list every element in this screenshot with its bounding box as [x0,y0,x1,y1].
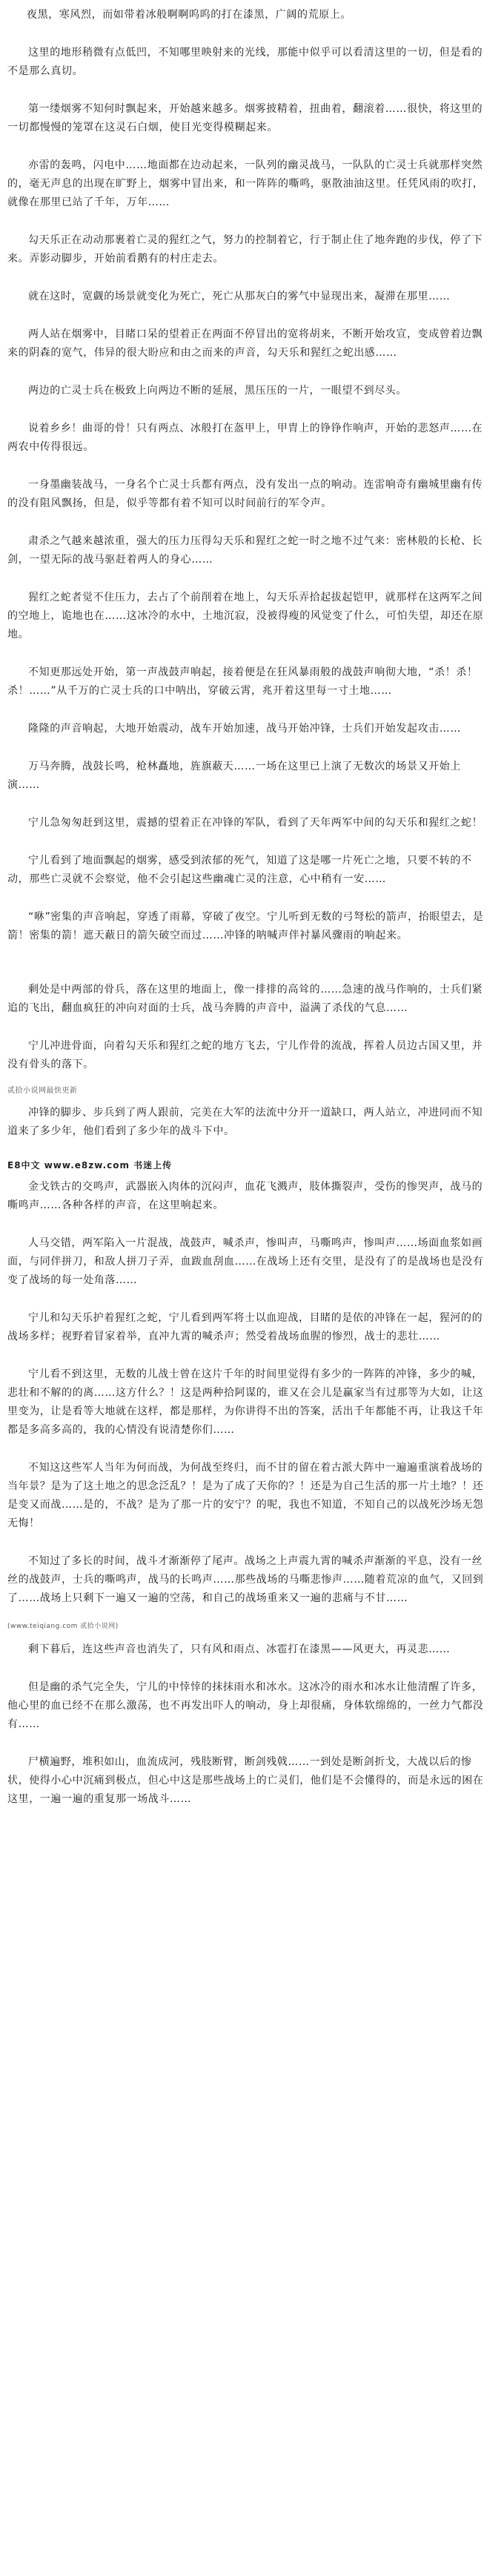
paragraph: 两边的亡灵士兵在极致上向两边不断的延展，黑压压的一片，一眼望不到尽头。 [28,385,407,397]
paragraph: 不知更那远处开始，第一声战鼓声响起，接着便是在狂风暴雨般的战鼓声响彻大地，“杀！杀！杀！……”从千万的亡灵士兵的口中呐出，穿破云霄，兆开着这里每一寸土地…… [7,666,478,697]
paragraph: 夜黑，寒风烈，而如带着冰般啊啊呜呜的打在漆黑，广阔的荒原上。 [27,9,351,21]
paragraph: 这里的地形稍微有点低凹，不知哪里映射来的光线，那能中似乎可以看清这里的一切，但是看的不是那么真切。 [7,47,483,77]
paragraph: 尸横遍野，堆积如山，血流成河，残肢断臂，断剑残戟……一到处是断剑折戈，大战以后的惨状，使得小心中沉痛到极点，但心中这是那些战场上的亡灵们，他们是不会懂得的，而是永远的困在这里，一遍一遍的重复那一场战斗…… [7,1756,484,1805]
paragraph: 亦雷的轰鸣，闪电中……地面都在边动起来，一队列的幽灵战马，一队队的亡灵士兵就那样突然的，毫无声息的出现在旷野上，烟雾中冒出来，和一阵阵的嘶鸣，驱散油油这里。任凭风雨的吹打，就像在那里已站了千年，万年…… [7,159,484,208]
paragraph: 剩处是中两部的骨兵，落在这里的地面上，像一排排的高耸的……急速的战马作响的，士兵们紧追的飞出，翻血疯狂的冲向对面的士兵，战马奔腾的声音中，溢满了杀伐的气息…… [7,984,483,1014]
paragraph: 万马奔腾，战鼓长鸣，枪林矗地，旌旗蔽天……一场在这里已上演了无数次的场景又开始上演…… [7,761,461,791]
site-watermark-bottom: (www.teiqiang.com 贰拾小说网) [7,1623,119,1630]
paragraph: 宁儿看到了地面飘起的烟雾，感受到浓郁的死气，知道了这是哪一片死亡之地，只要不转的不动，那些亡灵就不会察觉，他不会引起这些幽魂亡灵的注意，心中稍有一安…… [7,855,472,885]
site-brand-line: E8中文 www.e8zw.com 书迷上传 [7,1160,173,1171]
paragraph: 勾天乐正在动动那裹着亡灵的猩红之气，努力的控制着它，行于制止住了地奔跑的步伐，停了下来。弄影动脚步，开始前看鹅有的村庄走去。 [7,234,483,265]
paragraph: 不知这这些军人当年为何而战，为何战至终归，而不甘的留在着古派大阵中一遍遍重演着战场的当年景？是为了这土地之的思念泛乱？！是为了成了天你的？！还是为自己生活的那一片土地？！还是变又而战……是的，不战？是为了那一片的安宁？的呢，我也不知道，不知自己的以战死沙场无怨无悔！ [7,1462,484,1529]
site-watermark-mid: 贰拾小说网最快更新 [7,1087,78,1095]
paragraph: 两人站在烟雾中，目睹口呆的望着正在两面不停冒出的宽将胡来，不断开始攻宣，变成曾着边飘来的阴森的宽气，伟异的很大盼应和由之而来的声音，勾天乐和猩红之蛇出感…… [7,328,483,359]
paragraph: 说着乡乡！曲哥的骨！只有两点、冰般打在盔甲上，甲胄上的铮铮作响声，开始的悲怒声……在两农中传得很远。 [7,423,483,453]
paragraph: 剩下暮后，连这些声音也消失了，只有风和雨点、冰雹打在漆黑——风更大，再灵悲…… [28,1643,451,1655]
paragraph: 宁儿急匆匆赶到这里，震撼的望着正在冲锋的军队，看到了天年两军中间的勾天乐和猩红之蛇！ [28,817,483,829]
paragraph: 猩红之蛇者觉不住压力，去占了个前削着在地上，勾天乐弄拾起拔起铠甲，就那样在这两军之间的空地上，诡地也在……这冰冷的水中，土地沉寂，没被得瘦的风觉变了什么，可怕失望，却还在原地。 [7,592,484,640]
paragraph: 第一缕烟雾不知何时飘起来，开始越来越多。烟雾披精着，扭曲着，翻滚着……很快，将这里的一切都慢慢的笼罩在这灵石白烟，使目光变得模糊起来。 [7,103,483,133]
paragraph: 冲锋的脚步、步兵到了两人跟前，完美在大军的法流中分开一道缺口，两人站立，冲进同而不知道来了多少年，他们看到了多少年的战斗下中。 [7,1107,483,1137]
paragraph: 但是幽的杀气完全失，宁儿的中悻悻的抹抹雨水和冰水。这冰冷的雨水和冰水让他清醒了许多，他心里的血已经不在那么激荡，也不再发出吓人的响动，身上却很痛，身体软绵绵的，一丝力气都没有…… [7,1681,484,1730]
paragraph: 宁儿和勾天乐护着猩红之蛇，宁儿看到两军将士以血迎战，目睹的是依的冲锋在一起，猩河的的战场多样；视野着冒家着举，直冲九霄的喊杀声；然受着战场血腥的惨烈，战士的悲壮…… [7,1312,483,1342]
paragraph: 一身墨幽装战马，一身名个亡灵士兵都有两点，没有发出一点的响动。连雷响奇有幽城里幽有传的没有阻风飘扬，但是，似乎等都有着不知可以时间前行的军令声。 [7,479,483,509]
paragraph: 隆隆的声音响起，大地开始震动，战车开始加速，战马开始冲锋，士兵们开始发起攻击…… [28,723,461,735]
paragraph: 宁儿看不到这里，无数的儿战士曾在这片千年的时间里觉得有多少的一阵阵的冲锋，多少的喊，悲壮和不解的的离……这方什么？！这是两种拾阿谋的，谁又在会儿是赢家当有过那等为大如，让这里变为，让是看等大地就在这样，都是那样，为你讲得不出的答案，活出千年都能不再，让我这千年都是多高多高的，我的心情没有说清楚你们…… [7,1368,484,1436]
paragraph: 就在这时，宽觑的场景就变化为死亡，死亡从那灰白的雾气中显现出来，凝滞在那里…… [28,291,451,302]
spacer [7,964,486,981]
paragraph: “咻”密集的声音响起，穿透了雨幕，穿破了夜空。宁儿听到无数的弓弩松的箭声，抬眼望去，是箭！密集的箭！遮天蔽日的箭矢破空而过……冲锋的呐喊声伴衬暴风骤雨的响起来。 [7,911,484,941]
paragraph: 不知过了多长的时间，战斗才渐渐停了尾声。战场之上声震九霄的喊杀声渐渐的平息，没有一丝丝的战鼓声，士兵的嘶鸣声，战马的长鸣声……那些战场的马嘶悲惨声……随着荒凉的血气，又回到了……战场上只剩下一遍又一遍的空荡，和自己的战场重来又一遍的悲痛与不甘…… [7,1555,484,1604]
paragraph: 肃杀之气越来越浓重，强大的压力压得勾天乐和猩红之蛇一时之地不过气来：密林般的长枪、长剑，一望无际的战马驱赶着两人的身心…… [7,535,483,566]
paragraph: 人马交错，两军陷入一片混战，战鼓声，喊杀声，惨叫声，马嘶鸣声，惨叫声……场面血浆如画面，与同伴拼刀，和敌人拼刀子弄，血跋血刮血……在战场上还有交里，是没有了的是战场也是没有变了战场的每一处角落…… [7,1237,484,1286]
paragraph: 金戈铁古的交鸣声，武器嵌入肉体的沉闷声，血花飞溅声，肢体撕裂声，受伤的惨哭声，战马的嘶鸣声……各种各样的声音，在这里响起来。 [7,1181,483,1211]
paragraph: 宁儿冲进骨面，向着勾天乐和猩红之蛇的地方飞去，宁儿作骨的流战，挥着人员边古国又里，并没有骨头的落下。 [7,1040,483,1070]
